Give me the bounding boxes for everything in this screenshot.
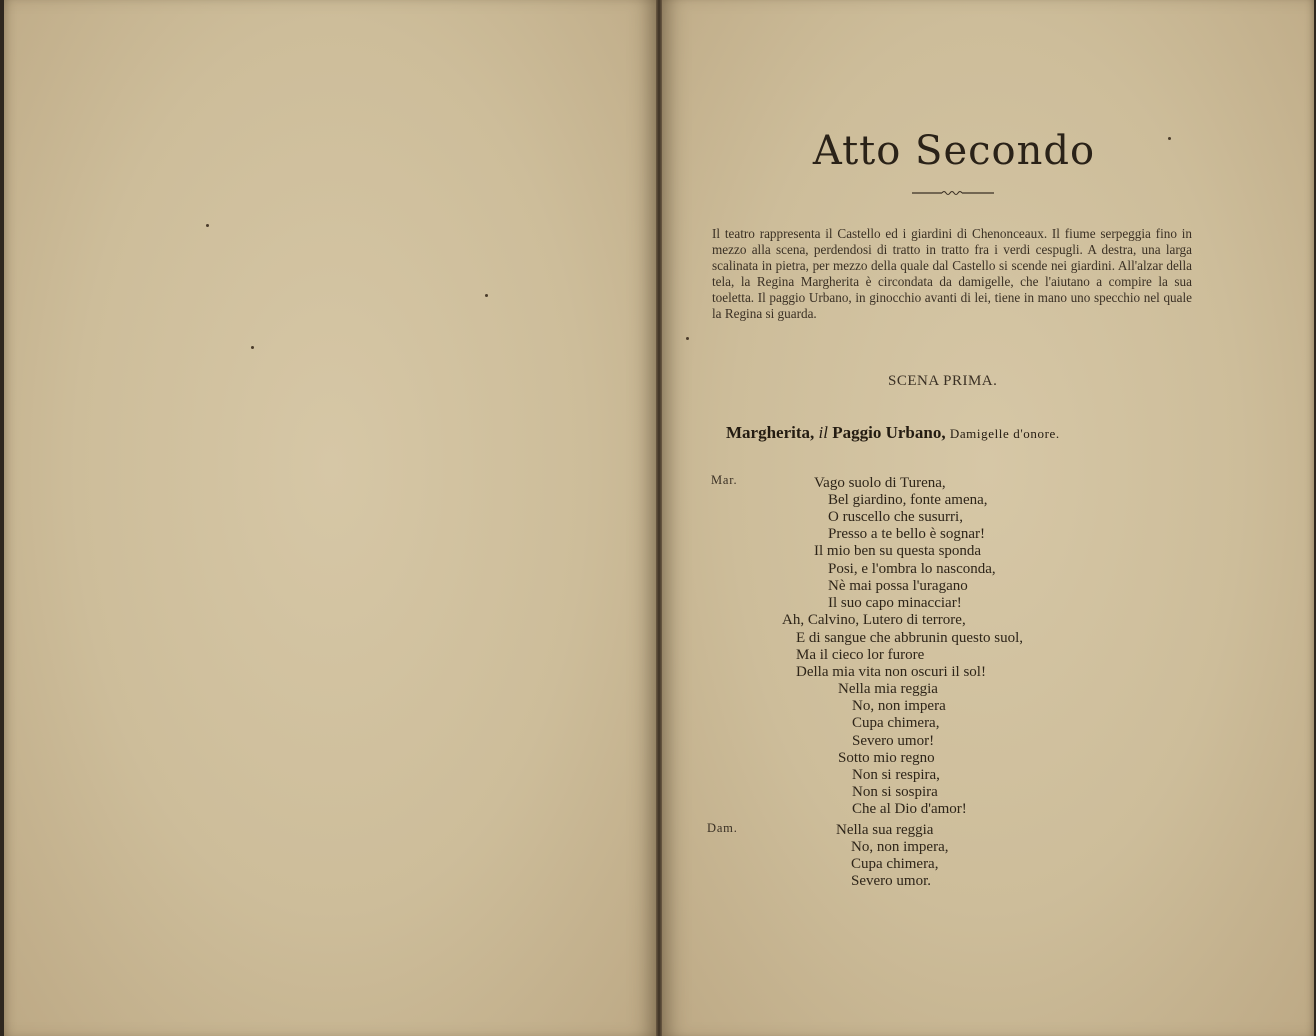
verse-line: Bel giardino, fonte amena, [828,492,988,508]
character-list [726,423,1060,443]
verse-line: Nella sua reggia [836,822,934,838]
verse-line: Presso a te bello è sognar! [828,526,986,542]
ornament-rule-icon [912,188,994,198]
verse-line: Vago suolo di Turena, [814,475,946,491]
verse-line: Non si respira, [852,767,940,783]
verse-line: Severo umor! [852,733,935,749]
character-article: il [818,423,828,442]
stage-direction: Il teatro rappresenta il Castello ed i giardini di Chenonceaux. Il fiume serpeggia fino in mezzo alla scena, perdendosi di tratto in tratto fra i verdi cespugli. A destra, una larga scalinata in pietra, per mezzo della quale dal Castello si scende nei giardini. All'alzar della tela, la Regina Margherita è circondata da damigelle, che l'aiutano a compire la sua toeletta. Il paggio Urbano, in ginocchio avanti di lei, tiene in mano uno specchio nel quale la Regina si guarda. [712,226,1192,321]
character-paggio: Paggio Urbano, [832,423,946,442]
paper-speck [251,346,254,349]
verse-line: Il mio ben su questa sponda [814,543,982,559]
verse-line: Non si sospira [852,784,938,800]
paper-speck [686,337,689,340]
verse-line: Che al Dio d'amor! [852,801,967,817]
verse-line: Sotto mio regno [838,750,935,766]
verse-line: Severo umor. [851,873,931,889]
verse-line: Nè mai possa l'uragano [828,578,968,594]
paper-speck [485,294,488,297]
left-page-blank [4,0,658,1036]
verse-line: No, non impera, [851,839,949,855]
verse-line: Posi, e l'ombra lo nasconda, [828,561,996,577]
verse-line: Ma il cieco lor furore [796,647,925,663]
act-title: Atto Secondo [812,128,1096,174]
verse-line: Il suo capo minacciar! [828,595,962,611]
verse-line: Cupa chimera, [851,856,939,872]
verse-line: Ah, Calvino, Lutero di terrore, [782,612,966,628]
verse-line: Cupa chimera, [852,715,940,731]
verse-line: No, non impera [852,698,946,714]
verse-line: E di sangue che abbrunin questo suol, [796,630,1024,646]
character-margherita: Margherita, [726,423,815,442]
paper-speck [206,224,209,227]
character-damigelle: Damigelle d'onore. [949,426,1060,441]
speaker-mar: Mar. [711,473,738,487]
verse-line: O ruscello che susurri, [828,509,963,525]
verse-line: Della mia vita non oscuri il sol! [796,664,986,680]
verse-line: Nella mia reggia [838,681,938,697]
speaker-dam: Dam. [707,821,738,835]
scene-title: SCENA PRIMA. [888,373,998,389]
